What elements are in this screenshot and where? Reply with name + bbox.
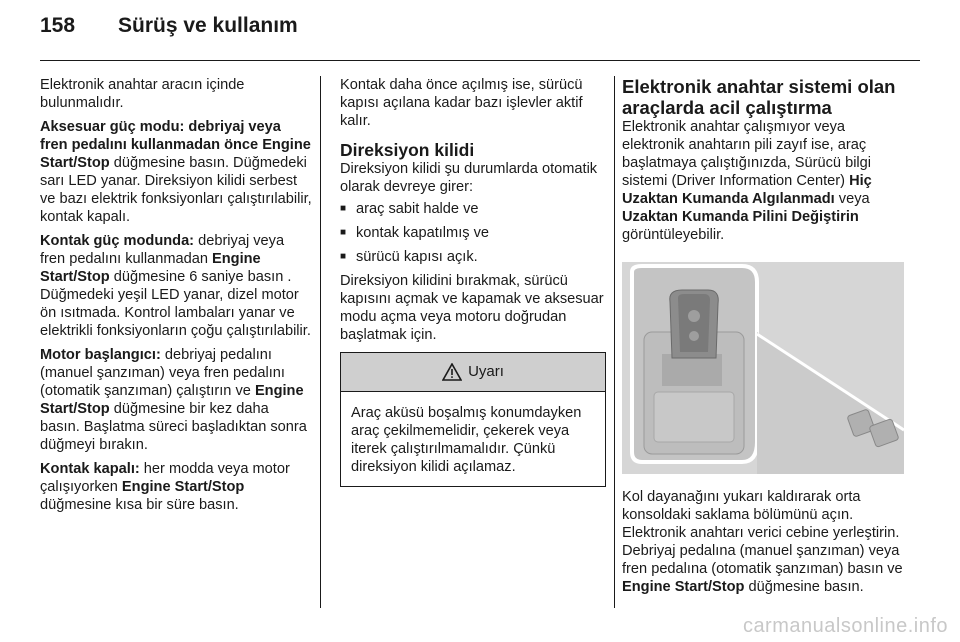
watermark: carmanualsonline.info [742, 615, 948, 637]
warning-triangle-icon [442, 363, 462, 381]
page-title: Sürüş ve kullanım [118, 14, 298, 37]
console-photo [622, 262, 904, 474]
page-header [40, 14, 298, 54]
column-right [622, 76, 907, 602]
list-item: ■ sürücü kapısı açık. [340, 248, 606, 266]
accessory-mode-label: Aksesuar güç modu: debriyaj veya fren pedalını kullanmadan önce Engine Start/Stop [40, 119, 311, 171]
ignition-off-label: Kontak kapalı: [40, 461, 140, 477]
steering-lock-conditions [340, 200, 606, 266]
header-divider [40, 60, 920, 61]
intro-paragraph: Elektronik anahtar aracın içinde bulunmalıdır. [40, 77, 245, 111]
list-item: ■ kontak kapatılmış ve [340, 224, 606, 242]
column-left [40, 76, 312, 520]
warning-title: Uyarı [468, 363, 504, 380]
steering-lock-lead: Direksiyon kilidi şu durumlarda otomatik olarak devreye girer: [340, 161, 598, 195]
ignition-mode-paragraph: Kontak güç modunda: debriyaj veya fren pedalını kullanmadan Engine Start/Stop düğmesine 6 saniye basın . Düğmedeki yeşil LED yanar, dizel motor ön ısıtmada. Kontrol lambaları yanar ve elektrikli fonksiyonların çoğu çalıştırılabilir. [40, 233, 311, 339]
accessory-mode-paragraph: Aksesuar güç modu: debriyaj veya fren pedalını kullanmadan önce Engine Start/Stop düğmesine basın. Düğmedeki sarı LED yanar. Direksiyon kilidi serbest ve bazı elektrik fonksiyonları çalıştırılabilir, kontak kapalı. [40, 119, 312, 225]
emergency-start-paragraph: Elektronik anahtar çalışmıyor veya elektronik anahtarın pili zayıf ise, araç başlatmaya çalıştığınızda, Sürücü bilgi sistemi (Driver Information Center) Hiç Uzaktan Kumanda Algılanmadı veya Uzaktan Kumanda Pilini Değiştirin görüntüleyebilir. [622, 119, 872, 243]
warning-header [341, 353, 605, 392]
warning-box [340, 352, 606, 487]
steering-lock-heading: Direksiyon kilidi [340, 140, 475, 160]
engine-start-label: Motor başlangıcı: [40, 347, 161, 363]
steering-release-paragraph: Direksiyon kilidini bırakmak, sürücü kapısını açmak ve kapamak ve aksesuar modu açma veya motoru doğrudan başlatmak için. [340, 273, 604, 343]
column-divider-2 [614, 76, 615, 608]
previous-ignition-paragraph: Kontak daha önce açılmış ise, sürücü kapısı açılana kadar bazı işlevler aktif kalır. [340, 77, 583, 129]
emergency-start-heading: Elektronik anahtar sistemi olan araçlarda acil çalıştırma [622, 76, 896, 118]
console-illustration [622, 262, 904, 474]
column-middle [340, 76, 606, 487]
ignition-off-paragraph: Kontak kapalı: her modda veya motor çalışıyorken Engine Start/Stop düğmesine kısa bir süre basın. [40, 461, 290, 513]
list-item: ■ araç sabit halde ve [340, 200, 606, 218]
engine-start-paragraph: Motor başlangıcı: debriyaj pedalını (manuel şanzıman) veya fren pedalını (otomatik şanzıman) çalıştırın ve Engine Start/Stop düğmesine bir kez daha basın. Başlatma süreci başladıktan sonra düğmeyi bırakın. [40, 347, 307, 453]
console-instructions-paragraph: Kol dayanağını yukarı kaldırarak orta konsoldaki saklama bölümünü açın. Elektronik anahtarı verici cebine yerleştirin. Debriyaj pedalına (manuel şanzıman) veya fren pedalına (otomatik şanzıman) basın ve Engine Start/Stop düğmesine basın. [622, 489, 903, 595]
column-divider-1 [320, 76, 321, 608]
ignition-mode-label: Kontak güç modunda: [40, 233, 195, 249]
warning-text: Araç aküsü boşalmış konumdayken araç çekilmemelidir, çekerek veya iterek çalıştırılmamalıdır. Çünkü direksiyon kilidi açılamaz. [351, 405, 582, 475]
page-number: 158 [40, 14, 76, 37]
